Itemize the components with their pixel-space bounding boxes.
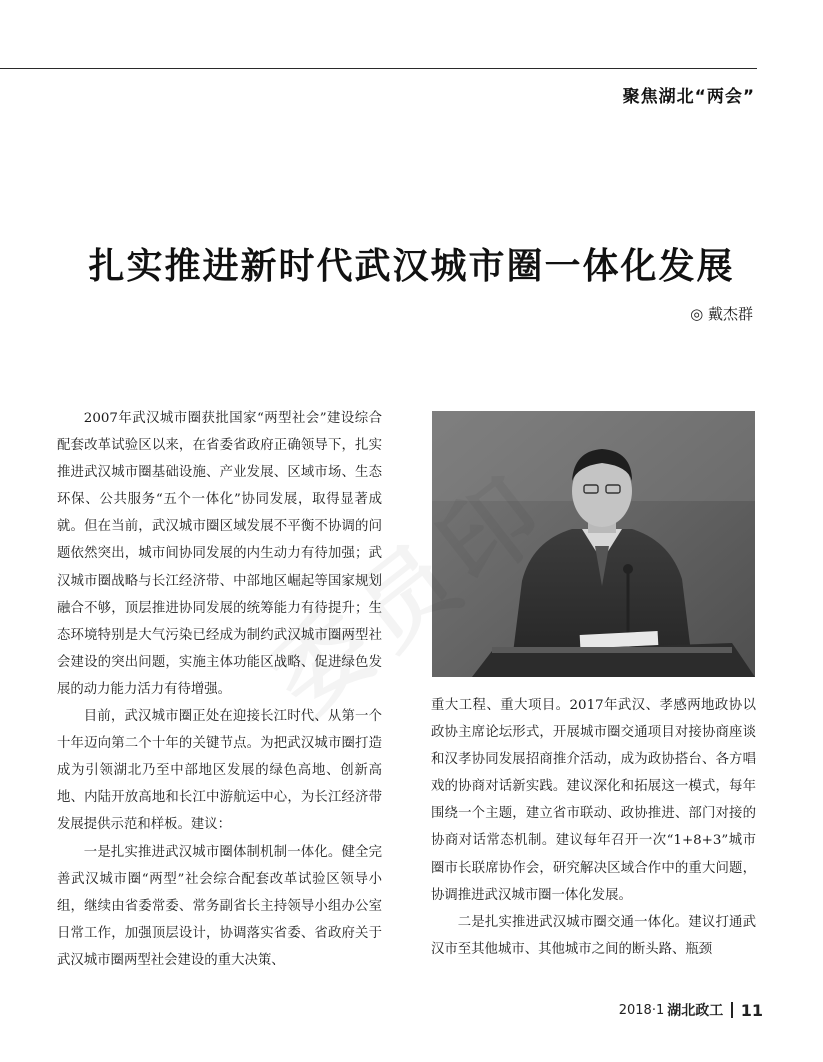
paragraph: 二是扎实推进武汉城市圈交通一体化。建议打通武汉市至其他城市、其他城市之间的断头路、瓶颈 <box>431 914 756 957</box>
left-column <box>57 405 382 974</box>
article-author: ◎ 戴杰群 <box>690 305 753 323</box>
page-footer <box>619 1000 763 1020</box>
paragraph: 目前，武汉城市圈正处在迎接长江时代、从第一个十年迈向第二个十年的关键节点。为把武汉城市圈打造成为引领湖北乃至中部地区发展的绿色高地、创新高地、内陆开放高地和长江中游航运中心，为长江经济带发展提供示范和样板。建议： <box>57 709 382 833</box>
journal-name: 湖北政工 <box>667 1003 724 1019</box>
article-title: 扎实推进新时代武汉城市圈一体化发展 <box>88 246 735 287</box>
right-column <box>431 692 756 963</box>
section-label: 聚焦湖北“两会” <box>622 87 755 107</box>
issue-number: 2018·1 <box>618 1002 665 1018</box>
footer-divider <box>731 1002 733 1018</box>
paragraph: 一是扎实推进武汉城市圈体制机制一体化。健全完善武汉城市圈“两型”社会综合配套改革试验区领导小组，继续由省委常委、常务副省长主持领导小组办公室日常工作，加强顶层设计，协调落实省委、省政府关于武汉城市圈两型社会建设的重大决策、 <box>57 844 382 968</box>
page-number: 11 <box>740 1000 763 1020</box>
speaker-photo <box>432 411 755 677</box>
header-rule <box>0 68 757 69</box>
paragraph: 重大工程、重大项目。2017年武汉、孝感两地政协以政协主席论坛形式，开展城市圈交通项目对接协商座谈和汉孝协同发展招商推介活动，成为政协搭台、各方唱戏的协商对话新实践。建议深化和拓展这一模式，每年围绕一个主题，建立省市联动、政协推进、部门对接的协商对话常态机制。建议每年召开一次“1+8+3”城市圈市长联席协作会，研究解决区域合作中的重大问题，协调推进武汉城市圈一体化发展。 <box>431 698 756 903</box>
paragraph: 2007年武汉城市圈获批国家“两型社会”建设综合配套改革试验区以来，在省委省政府正确领导下，扎实推进武汉城市圈基础设施、产业发展、区域市场、生态环保、公共服务“五个一体化”协同发展，取得显著成就。但在当前，武汉城市圈区域发展不平衡不协调的问题依然突出，城市间协同发展的内生动力有待加强；武汉城市圈战略与长江经济带、中部地区崛起等国家规划融合不够，顶层推进协同发展的统筹能力有待提升；生态环境特别是大气污染已经成为制约武汉城市圈两型社会建设的突出问题，实施主体功能区战略、促进绿色发展的动力能力活力有待增强。 <box>57 411 382 697</box>
